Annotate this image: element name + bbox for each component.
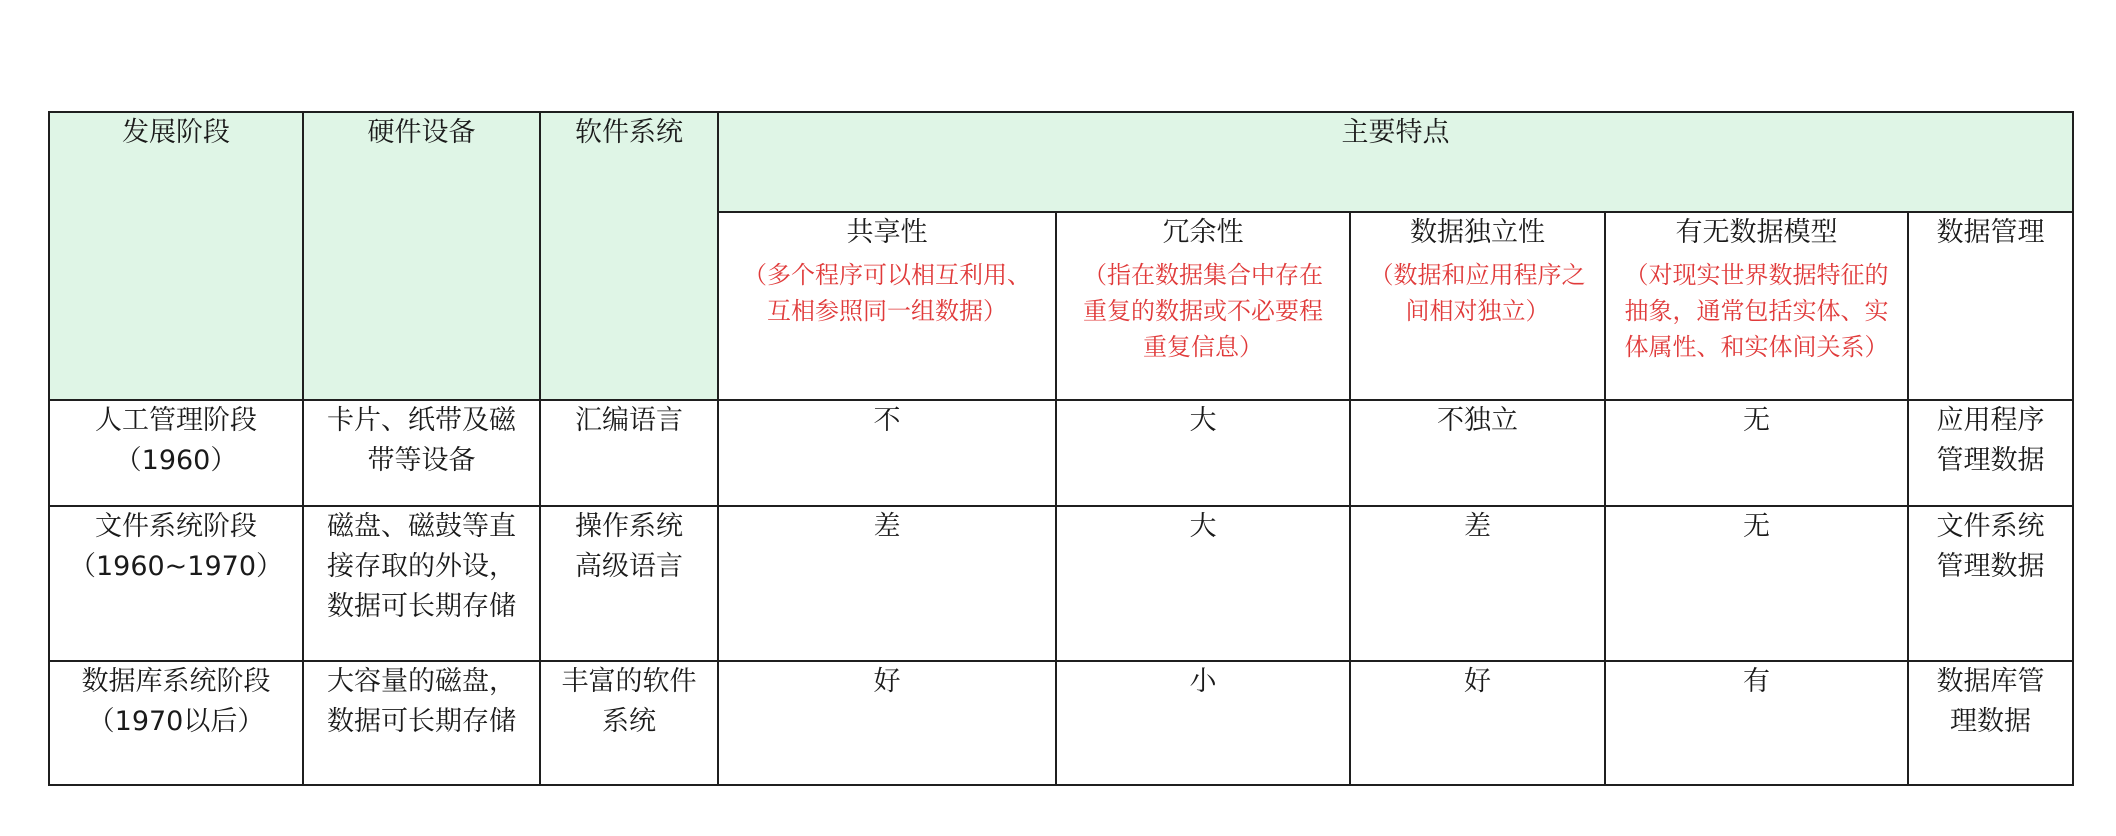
cell-line: 磁盘、磁鼓等直: [327, 511, 516, 542]
subheader-data-independence: [1350, 212, 1605, 400]
cell-line: 应用程序: [1936, 405, 2045, 436]
cell-data-model: 无: [1605, 400, 1908, 506]
subheader-note: [1361, 257, 1594, 329]
cell-line: 数据库管: [1936, 666, 2045, 697]
cell-line: 理数据: [1950, 706, 2031, 737]
cell-software: [540, 506, 718, 661]
cell-line: 文件系统: [1936, 511, 2045, 542]
cell-hardware: [303, 400, 540, 506]
cell-hardware: [303, 661, 540, 785]
cell-stage: [49, 400, 303, 506]
header-hardware: 硬件设备: [303, 112, 540, 400]
cell-stage: [49, 506, 303, 661]
cell-redundancy: 大: [1056, 506, 1350, 661]
cell-line: 接存取的外设，: [327, 551, 516, 582]
header-software: 软件系统: [540, 112, 718, 400]
subheader-data-management: [1908, 212, 2073, 400]
note-line: （数据和应用程序之: [1369, 261, 1586, 289]
cell-line: （1960~1970）: [68, 551, 284, 582]
subheader-note: [1616, 257, 1897, 365]
cell-independence: 差: [1350, 506, 1605, 661]
cell-software: [540, 400, 718, 506]
cell-data-model: 无: [1605, 506, 1908, 661]
header-stage: 发展阶段: [49, 112, 303, 400]
cell-line: 大容量的磁盘，: [327, 666, 516, 697]
table-row: [49, 400, 2073, 506]
note-line: （对现实世界数据特征的: [1624, 261, 1889, 289]
note-line: 重复信息）: [1143, 333, 1263, 361]
note-line: 互相参照同一组数据）: [767, 297, 1007, 325]
cell-hardware: [303, 506, 540, 661]
cell-line: 数据库系统阶段: [81, 666, 271, 697]
cell-line: 文件系统阶段: [95, 511, 257, 542]
cell-line: 数据可长期存储: [327, 706, 516, 737]
cell-software: [540, 661, 718, 785]
cell-line: 带等设备: [367, 445, 476, 476]
cell-sharing: 不: [718, 400, 1056, 506]
data-management-stages-table: [48, 111, 2074, 786]
subheader-label: 共享性: [846, 217, 928, 248]
cell-independence: 不独立: [1350, 400, 1605, 506]
subheader-sharing: [718, 212, 1056, 400]
subheader-label: 冗余性: [1162, 217, 1244, 248]
cell-sharing: 好: [718, 661, 1056, 785]
cell-line: （1970以后）: [87, 706, 265, 737]
cell-stage: [49, 661, 303, 785]
cell-line: 管理数据: [1936, 551, 2045, 582]
cell-independence: 好: [1350, 661, 1605, 785]
cell-management: [1908, 661, 2073, 785]
subheader-label: 有无数据模型: [1675, 217, 1838, 248]
cell-redundancy: 大: [1056, 400, 1350, 506]
cell-line: 高级语言: [575, 551, 683, 582]
cell-line: 操作系统: [575, 511, 683, 542]
note-line: （多个程序可以相互利用、: [743, 261, 1031, 289]
table-row: [49, 661, 2073, 785]
note-line: 间相对独立）: [1405, 297, 1550, 325]
subheader-note: [729, 257, 1045, 329]
cell-line: 系统: [602, 706, 656, 737]
subheader-note: [1067, 257, 1339, 365]
table-row: [49, 506, 2073, 661]
cell-line: 人工管理阶段: [95, 405, 257, 436]
cell-line: （1960）: [114, 445, 238, 476]
subheader-label: 数据独立性: [1410, 217, 1545, 248]
note-line: 重复的数据或不必要程: [1083, 297, 1323, 325]
cell-sharing: 差: [718, 506, 1056, 661]
note-line: 体属性、和实体间关系）: [1624, 333, 1889, 361]
cell-line: 数据可长期存储: [327, 591, 516, 622]
cell-data-model: 有: [1605, 661, 1908, 785]
cell-management: [1908, 506, 2073, 661]
cell-management: [1908, 400, 2073, 506]
note-line: （指在数据集合中存在: [1083, 261, 1323, 289]
header-main-features: 主要特点: [718, 112, 2073, 212]
cell-line: 管理数据: [1936, 445, 2045, 476]
subheader-data-model: [1605, 212, 1908, 400]
cell-line: 丰富的软件: [561, 666, 697, 697]
cell-line: 卡片、纸带及磁: [327, 405, 516, 436]
note-line: 抽象，通常包括实体、实: [1624, 297, 1889, 325]
subheader-label: 数据管理: [1936, 217, 2045, 248]
cell-line: 汇编语言: [575, 405, 683, 436]
cell-redundancy: 小: [1056, 661, 1350, 785]
subheader-redundancy: [1056, 212, 1350, 400]
